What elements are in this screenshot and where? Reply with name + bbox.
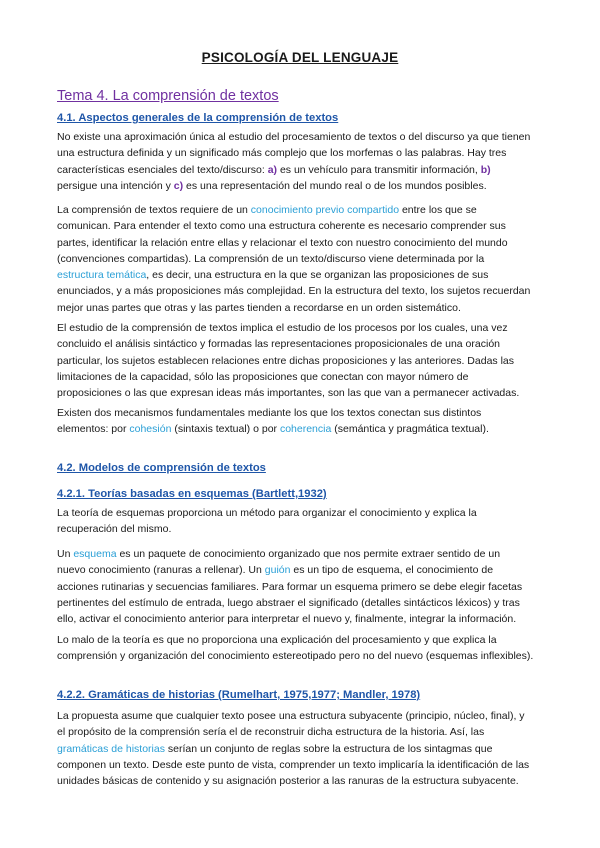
text-line: El estudio de la comprensión de textos implica el estudio de los procesos por los cuales, una vez <box>57 322 508 334</box>
text-run: nuevo conocimiento (ranuras a rellenar). Un <box>57 564 265 577</box>
paragraph <box>57 202 547 316</box>
text-line: ello, activar el conocimiento anterior para interpretar el nuevo y, finalmente, integrar la información. <box>57 613 517 626</box>
text-run: La comprensión de textos requiere de un <box>57 204 251 216</box>
key-term: cohesión <box>129 423 172 436</box>
text-run: es un vehículo para transmitir información, <box>277 163 481 176</box>
text-line: No existe una aproximación única al estudio del procesamiento de textos o del discurso ya que tienen <box>57 131 531 143</box>
paragraph <box>57 320 547 401</box>
key-term: estructura temática <box>57 269 147 282</box>
section-heading-4-2-2: 4.2.2. Gramáticas de historias (Rumelhart, 1975,1977; Mandler, 1978) <box>57 689 421 701</box>
text-run: , es decir, una estructura en la que se organizan las proposiciones de sus <box>146 269 489 282</box>
section-heading-4-2-1: 4.2.1. Teorías basadas en esquemas (Bartlett,1932) <box>57 488 327 500</box>
text-line: proposiciones o las que expresan ideas más importantes, son las que van a permanecer activadas. <box>57 387 520 400</box>
text-run: entre los que se <box>399 204 477 216</box>
paragraph <box>57 708 547 789</box>
text-line: componen un texto. Desde este punto de vista, comprender un texto implicaría la identificación de las <box>57 758 530 771</box>
key-term: esquema <box>73 548 117 560</box>
item-marker: a) <box>267 163 278 176</box>
text-line <box>57 178 547 194</box>
text-line: acciones rutinarias y secuencias familiares. Para formar un esquema primero se debe elegir facetas <box>57 580 523 593</box>
key-term: guión <box>264 564 291 577</box>
text-line: Existen dos mecanismos fundamentales mediante los que los textos conectan sus distintos <box>57 407 482 419</box>
text-run: (sintaxis textual) o por <box>171 423 280 436</box>
topic-heading: Tema 4. La comprensión de textos <box>57 88 279 104</box>
text-line: el propósito de la comprensión sería el de reconstruir dicha estructura de la historia. Así, las <box>57 726 485 739</box>
text-run: persigue una intención y <box>57 179 174 192</box>
text-line: Lo malo de la teoría es que no proporciona una explicación del procesamiento y que explica la <box>57 634 497 646</box>
text-line <box>57 546 547 562</box>
section-heading-4-2: 4.2. Modelos de comprensión de textos <box>57 462 266 474</box>
paragraph <box>57 632 547 665</box>
text-line <box>57 741 547 757</box>
text-line: pertinentes del estímulo de entrada, luego abstraer el significado (detalles sintácticos léxicos) y tras <box>57 596 520 609</box>
text-run: (semántica y pragmática textual). <box>331 423 489 436</box>
text-run: características esenciales del texto/discurso: <box>57 163 268 176</box>
document-title: PSICOLOGÍA DEL LENGUAJE <box>201 50 399 65</box>
paragraph <box>57 405 547 438</box>
paragraph <box>57 505 547 538</box>
text-line <box>57 267 547 283</box>
section-heading-4-1: 4.1. Aspectos generales de la comprensión de textos <box>57 112 339 124</box>
text-line: una estructura definida y un significado más complejo que los morfemas o las palabras. Hay tres <box>57 147 507 160</box>
text-line: particular, los sujetos establecen relaciones entre dichas proposiciones y las anteriores. Dadas las <box>57 354 514 367</box>
text-run: es un tipo de esquema, el conocimiento de <box>290 564 494 577</box>
text-line: recuperación del mismo. <box>57 523 172 536</box>
text-line: partes, identificar la relación entre ellas y relacionar el texto con nuestro conocimiento del mundo <box>57 236 508 249</box>
text-line: unidades básicas de contenido y su asignación posterior a las ranuras de la estructura subyacente. <box>57 775 519 788</box>
text-line: La teoría de esquemas proporciona un método para organizar el conocimiento y explica la <box>57 507 477 519</box>
text-run: Un <box>57 548 74 560</box>
text-line <box>57 562 547 578</box>
key-term: gramáticas de historias <box>57 742 165 755</box>
text-run: es una representación del mundo real o de los mundos posibles. <box>183 179 487 192</box>
text-line: (convenciones compartidas). La comprensión de un texto/discurso viene determinada por la <box>57 252 485 265</box>
text-line <box>57 162 547 178</box>
item-marker: b) <box>480 163 491 176</box>
key-term: conocimiento previo compartido <box>250 204 400 216</box>
text-line: limitaciones de la capacidad, sólo las proposiciones que conectan con mayor número de <box>57 370 469 383</box>
text-run: elementos: por <box>57 423 130 436</box>
text-line: comprensión y organización del conocimiento estereotipado pero no del nuevo (esquemas inflexibles). <box>57 650 534 663</box>
text-line: enunciados, y a más proposiciones más complejidad. En la estructura del texto, los sujetos recuerdan <box>57 285 531 298</box>
item-marker: c) <box>173 179 184 192</box>
text-line: comunican. Para entender el texto como una estructura coherente es necesario comprender sus <box>57 220 506 233</box>
text-run: es un paquete de conocimiento organizado que nos permite extraer sentido de un <box>116 548 501 560</box>
key-term: coherencia <box>279 423 332 436</box>
text-line <box>57 421 547 437</box>
text-line: mejor unas partes que otras y las partes tienden a recordarse en un orden sistemático. <box>57 301 461 314</box>
paragraph <box>57 546 547 627</box>
text-run: serían un conjunto de reglas sobre la estructura de los sintagmas que <box>164 742 493 755</box>
text-line: concluido el análisis sintáctico y formadas las representaciones proposicionales de una oración <box>57 338 500 351</box>
text-line: La propuesta asume que cualquier texto posee una estructura subyacente (principio, núcleo, final), y <box>57 710 525 722</box>
text-line <box>57 202 547 218</box>
paragraph <box>57 129 547 194</box>
